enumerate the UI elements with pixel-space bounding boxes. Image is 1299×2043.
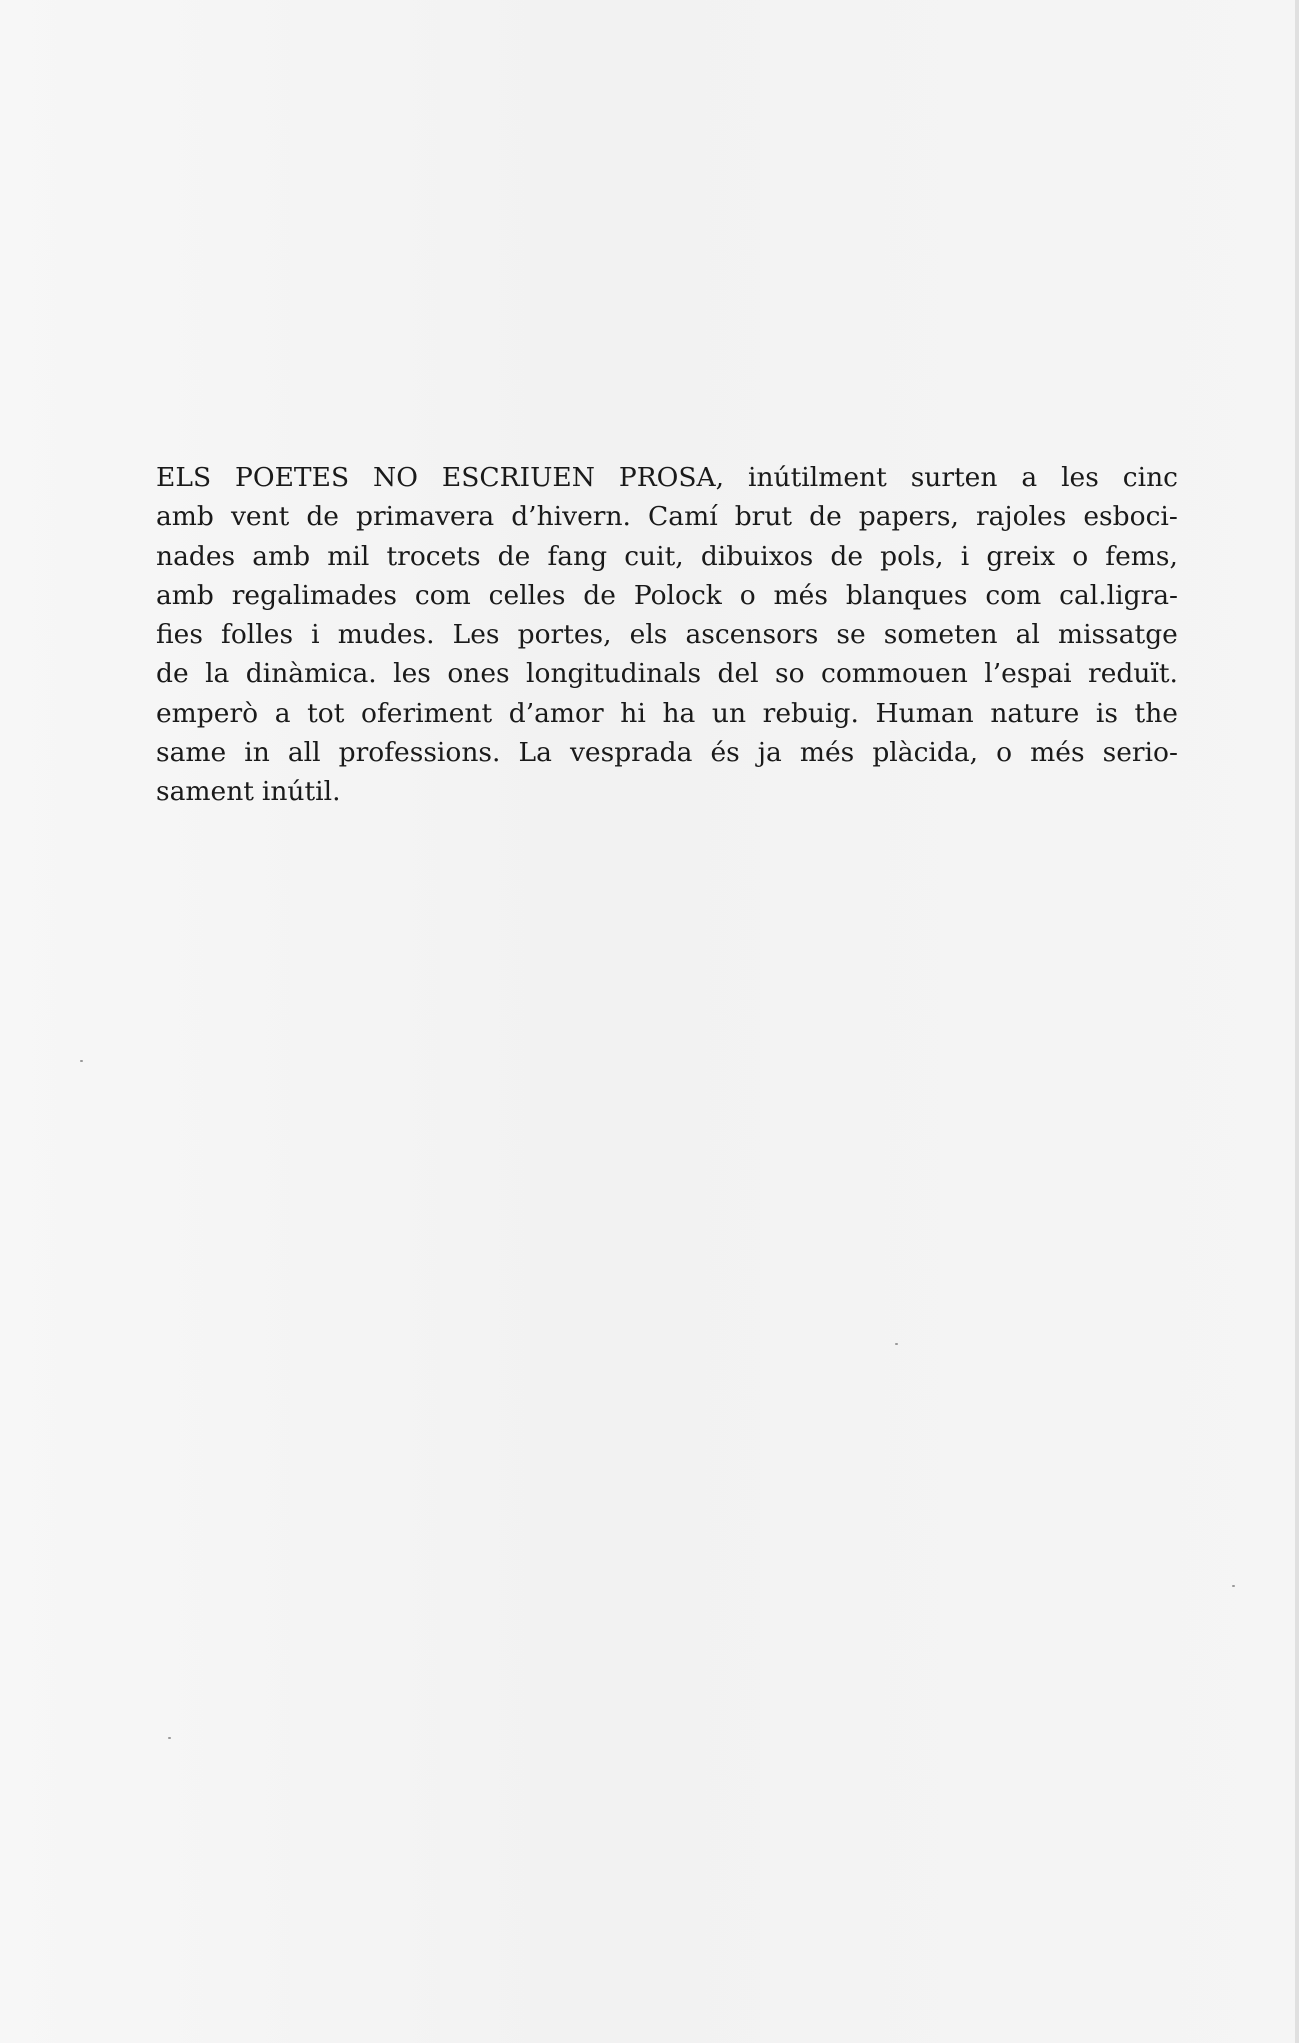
word: blanques xyxy=(845,579,968,611)
word: o xyxy=(996,737,1013,769)
paragraph-line xyxy=(156,615,1178,654)
word: mil xyxy=(327,540,370,572)
word: de xyxy=(830,540,864,572)
paper-speck xyxy=(80,1060,83,1062)
word: vent xyxy=(230,501,290,533)
paragraph-line xyxy=(156,654,1178,693)
paragraph-line xyxy=(156,733,1178,772)
word: vesprada xyxy=(569,737,693,769)
word: fies xyxy=(156,619,203,651)
word: oferiment xyxy=(361,697,493,729)
word: POETES xyxy=(235,462,350,493)
paper-speck xyxy=(1232,1585,1235,1587)
word: ja xyxy=(757,737,782,769)
word: la xyxy=(205,658,230,690)
paper-speck xyxy=(168,1737,171,1739)
word: nades xyxy=(156,540,236,572)
word: d’amor xyxy=(508,697,604,729)
word: amb xyxy=(156,501,214,533)
paragraph-line xyxy=(156,497,1178,536)
word: pols, xyxy=(880,540,944,572)
word: o xyxy=(739,579,756,611)
word: esboci- xyxy=(1083,501,1178,533)
word: ha xyxy=(662,697,696,729)
word: surten xyxy=(910,462,998,493)
word: les xyxy=(1061,462,1099,493)
word: del xyxy=(717,658,759,690)
word: so xyxy=(775,658,805,690)
word: d’hivern. xyxy=(511,501,631,533)
word: someten xyxy=(883,619,998,651)
word: sament xyxy=(156,776,254,808)
word: com xyxy=(985,579,1042,611)
word: de xyxy=(809,501,842,533)
word: is xyxy=(1095,697,1118,729)
word: un xyxy=(711,697,747,729)
paragraph-line xyxy=(156,458,1178,497)
word: i xyxy=(311,619,320,651)
word: Camí xyxy=(648,501,718,533)
word: missatge xyxy=(1057,619,1178,651)
word: cuit, xyxy=(624,540,684,572)
word: de xyxy=(497,540,531,572)
paper-speck xyxy=(895,1343,898,1345)
word: all xyxy=(287,737,321,769)
word: celles xyxy=(488,579,566,611)
word: com xyxy=(414,579,471,611)
word: mudes. xyxy=(337,619,435,651)
word: Les xyxy=(452,619,500,651)
word: fang xyxy=(547,540,608,572)
paragraph-line xyxy=(156,694,1178,733)
word: inútil. xyxy=(261,776,341,808)
word: NO xyxy=(373,462,418,493)
word: cal.ligra- xyxy=(1059,579,1178,611)
prose-paragraph xyxy=(156,458,1178,812)
word: nature xyxy=(990,697,1080,729)
word: rajoles xyxy=(975,501,1067,533)
word: Human xyxy=(875,697,974,729)
word: més xyxy=(1030,737,1085,769)
word: reduït. xyxy=(1088,658,1178,690)
paragraph-line xyxy=(156,772,1178,811)
page-edge xyxy=(1295,0,1299,2043)
word: l’espai xyxy=(984,658,1072,690)
word: primavera xyxy=(356,501,495,533)
word: de xyxy=(306,501,339,533)
paragraph-line xyxy=(156,537,1178,576)
word: les xyxy=(393,658,431,690)
word: Polock xyxy=(633,579,722,611)
word: de xyxy=(156,658,189,690)
word: La xyxy=(518,737,552,769)
word: fems, xyxy=(1105,540,1178,572)
word: portes, xyxy=(517,619,612,651)
word: greix xyxy=(986,540,1056,572)
word: PROSA, xyxy=(618,462,725,493)
word: més xyxy=(773,579,828,611)
word: amb xyxy=(252,540,311,572)
word: rebuig. xyxy=(762,697,859,729)
word: cinc xyxy=(1122,462,1178,493)
word: tot xyxy=(307,697,345,729)
word: inútilment xyxy=(748,462,887,493)
word: dibuixos xyxy=(700,540,814,572)
word: a xyxy=(274,697,291,729)
word: o xyxy=(1072,540,1089,572)
word: ELS xyxy=(156,462,212,493)
word: same xyxy=(156,737,227,769)
word: the xyxy=(1134,697,1178,729)
word: amb xyxy=(156,579,214,611)
word: plàcida, xyxy=(872,737,979,769)
word: ones xyxy=(447,658,510,690)
word: i xyxy=(960,540,970,572)
word: professions. xyxy=(338,737,501,769)
word: brut xyxy=(734,501,793,533)
word: papers, xyxy=(858,501,959,533)
word: ESCRIUEN xyxy=(441,462,595,493)
word: hi xyxy=(620,697,646,729)
word: és xyxy=(710,737,740,769)
word: emperò xyxy=(156,697,259,729)
word: al xyxy=(1015,619,1040,651)
word: regalimades xyxy=(231,579,398,611)
word: els xyxy=(629,619,668,651)
word: se xyxy=(836,619,866,651)
word: serio- xyxy=(1102,737,1178,769)
word: a xyxy=(1021,462,1038,493)
word: folles xyxy=(221,619,294,651)
word: in xyxy=(244,737,270,769)
word: de xyxy=(583,579,616,611)
word: trocets xyxy=(386,540,481,572)
word: més xyxy=(799,737,855,769)
word: commouen xyxy=(820,658,968,690)
word: longitudinals xyxy=(526,658,702,690)
paragraph-line xyxy=(156,576,1178,615)
word: ascensors xyxy=(685,619,819,651)
word: dinàmica. xyxy=(245,658,377,690)
